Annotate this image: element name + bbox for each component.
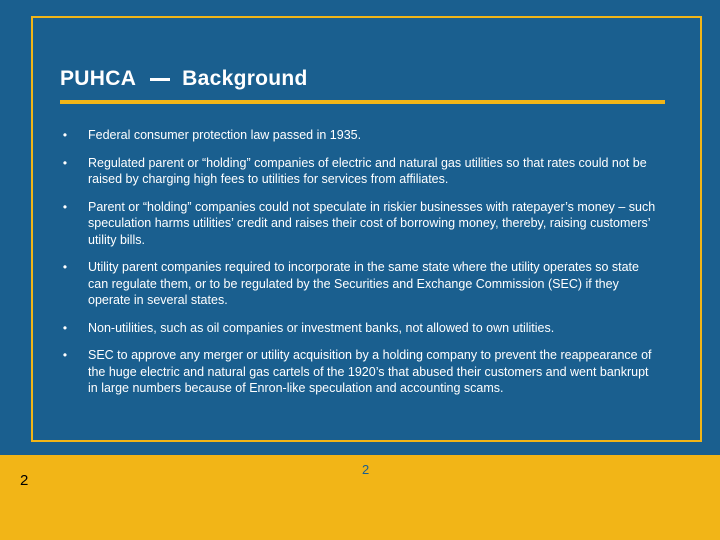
bullet-dot-icon: • [62,128,68,142]
title-underline [60,100,665,104]
bullet-dot-icon: • [62,320,68,335]
bullet-dot-icon: • [62,199,68,214]
page-number: 2 [20,472,29,489]
center-slide-number: 2 [362,462,370,477]
bullet-dot-icon: • [62,155,68,170]
bullet-text: Regulated parent or “holding” companies of electric and natural gas utilities so that rates could not be raised by charging high fees to utilities for services from affiliates. [88,155,647,186]
bullet-item [60,127,660,144]
bullet-item [60,259,660,309]
bullet-dot-icon: • [62,260,68,274]
bullet-item [60,320,660,337]
bullet-text: SEC to approve any merger or utility acquisition by a holding company to prevent the reappearance of the huge electric and natural gas cartels of the 1920’s that abused their customers and went bankrupt in large numbers because of Enron-like speculation and accounting scams. [88,348,652,395]
title-dash [150,78,170,81]
title-left: PUHCA [60,67,137,90]
bullet-text: Non-utilities, such as oil companies or investment banks, not allowed to own utilities. [88,320,555,335]
title-right: Background [182,67,308,90]
slide-title [60,64,308,94]
bullet-text: Utility parent companies required to incorporate in the same state where the utility operates so state can regulate them, or to be regulated by the Securities and Exchange Commission (SEC) if they operate in several states. [88,260,639,307]
bullet-item [60,155,660,188]
bullet-item [60,347,660,397]
bullet-text: Parent or “holding” companies could not speculate in riskier businesses with ratepayer’s money – such speculation harms utilities’ credit and raises their cost of borrowing money, thereby, raising customers’ utility bills. [88,199,656,247]
bullet-list [60,127,660,408]
bullet-text: Federal consumer protection law passed in 1935. [88,128,362,142]
footer-bar [0,455,720,540]
bullet-item [60,199,660,249]
bullet-dot-icon: • [62,348,68,362]
